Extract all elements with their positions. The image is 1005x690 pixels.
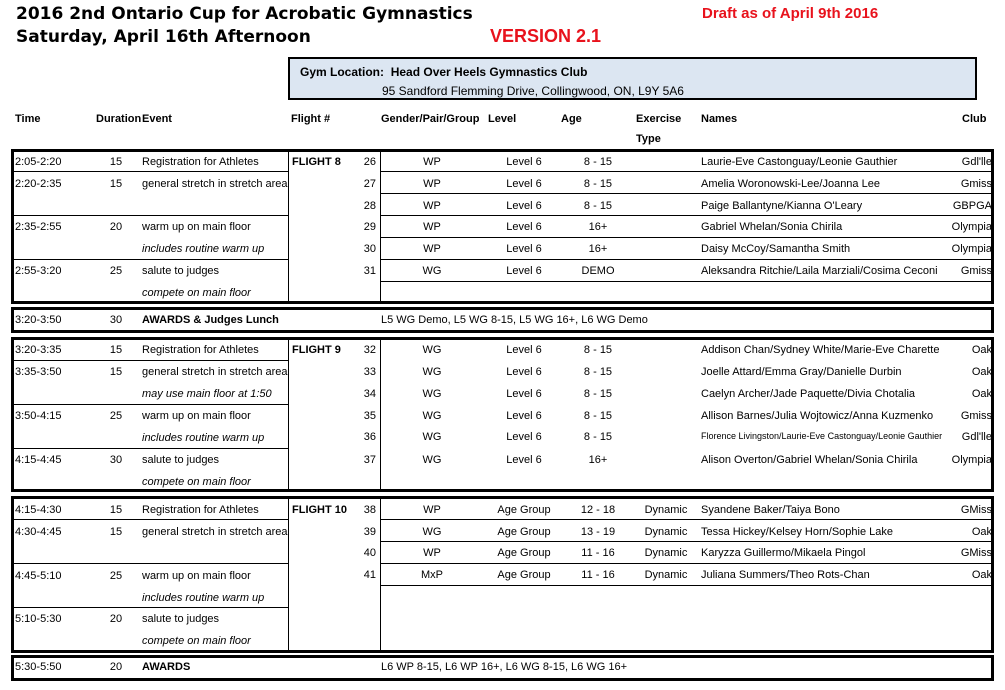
entry-gender: WG xyxy=(422,388,442,400)
entry-number: 41 xyxy=(363,569,376,581)
entry-gender: WG xyxy=(422,344,442,356)
entry-level: Age Group xyxy=(497,526,551,538)
schedule-event: salute to judges xyxy=(142,613,220,625)
break-awards-list: L5 WG Demo, L5 WG 8-15, L5 WG 16+, L6 WG Demo xyxy=(381,314,648,326)
entry-club: Gmiss xyxy=(960,410,992,422)
schedule-time: 4:45-5:10 xyxy=(15,570,62,582)
entry-age: DEMO xyxy=(581,265,615,277)
schedule-time: 5:10-5:30 xyxy=(15,613,62,625)
schedule-event: general stretch in stretch area xyxy=(142,366,288,378)
entry-exercise-type: Dynamic xyxy=(644,569,688,581)
entry-names: Caelyn Archer/Jade Paquette/Divia Chotalia xyxy=(701,388,916,400)
gym-location-box xyxy=(288,57,977,100)
col-level: Level xyxy=(488,113,517,125)
entry-age: 16+ xyxy=(588,454,608,466)
entry-gender: WP xyxy=(423,547,441,559)
schedule-time: 4:15-4:45 xyxy=(15,454,62,466)
schedule-duration: 25 xyxy=(109,570,123,582)
schedule-event: Registration for Athletes xyxy=(142,504,259,516)
gym-label: Gym Location: xyxy=(300,65,385,79)
entry-gender: WG xyxy=(422,526,442,538)
schedule-duration: 30 xyxy=(109,454,123,466)
schedule-duration: 25 xyxy=(109,265,123,277)
entry-level: Level 6 xyxy=(506,431,542,443)
schedule-duration: 15 xyxy=(109,504,123,516)
entry-exercise-type: Dynamic xyxy=(644,504,688,516)
entry-gender: WG xyxy=(422,265,442,277)
schedule-time: 2:05-2:20 xyxy=(15,156,62,168)
gym-address: 95 Sandford Flemming Drive, Collingwood, ON, L9Y 5A6 xyxy=(382,84,684,98)
entry-age: 8 - 15 xyxy=(583,344,613,356)
entry-club: Gdl'lle xyxy=(961,156,992,168)
entry-names: Florence Livingston/Laurie-Eve Castonguay/Leonie Gauthier xyxy=(701,431,943,441)
schedule-event-note: includes routine warm up xyxy=(142,592,265,604)
entry-age: 13 - 19 xyxy=(580,526,616,538)
entry-number: 39 xyxy=(363,526,376,538)
entry-names: Addison Chan/Sydney White/Marie-Eve Charette xyxy=(701,344,940,356)
schedule-event: warm up on main floor xyxy=(142,410,251,422)
schedule-event: warm up on main floor xyxy=(142,221,251,233)
entry-club: GMiss xyxy=(960,547,992,559)
schedule-duration: 20 xyxy=(109,613,123,625)
entry-level: Level 6 xyxy=(506,388,542,400)
entry-level: Level 6 xyxy=(506,156,542,168)
entry-names: Gabriel Whelan/Sonia Chirila xyxy=(701,221,843,233)
entry-level: Level 6 xyxy=(506,366,542,378)
schedule-event: general stretch in stretch area xyxy=(142,526,288,538)
schedule-duration: 15 xyxy=(109,366,123,378)
schedule-time: 2:20-2:35 xyxy=(15,178,62,190)
col-gender: Gender/Pair/Group xyxy=(381,113,480,125)
schedule-time: 3:35-3:50 xyxy=(15,366,62,378)
entry-number: 31 xyxy=(363,265,376,277)
entry-gender: WP xyxy=(423,221,441,233)
entry-number: 36 xyxy=(363,431,376,443)
break-duration: 20 xyxy=(109,661,123,673)
entry-age: 8 - 15 xyxy=(583,200,613,212)
entry-gender: WP xyxy=(423,243,441,255)
entry-club: Gmiss xyxy=(960,265,992,277)
draft-date: Draft as of April 9th 2016 xyxy=(702,5,879,22)
entry-number: 26 xyxy=(363,156,376,168)
entry-gender: WG xyxy=(422,366,442,378)
col-event: Event xyxy=(142,113,172,125)
entry-club: Oak xyxy=(971,366,992,378)
entry-number: 35 xyxy=(363,410,376,422)
entry-names: Aleksandra Ritchie/Laila Marziali/Cosima Ceconi xyxy=(701,265,938,277)
break-event: AWARDS & Judges Lunch xyxy=(142,314,279,326)
schedule-time: 3:50-4:15 xyxy=(15,410,62,422)
entry-number: 27 xyxy=(363,178,376,190)
entry-names: Daisy McCoy/Samantha Smith xyxy=(701,243,851,255)
entry-names: Alison Overton/Gabriel Whelan/Sonia Chirila xyxy=(701,454,918,466)
version-label: VERSION 2.1 xyxy=(490,26,602,46)
entry-exercise-type: Dynamic xyxy=(644,547,688,559)
col-age: Age xyxy=(561,113,582,125)
schedule-event-note: includes routine warm up xyxy=(142,243,265,255)
entry-level: Level 6 xyxy=(506,454,542,466)
schedule-time: 3:20-3:35 xyxy=(15,344,62,356)
entry-club: Olympia xyxy=(951,454,992,466)
schedule-time: 2:35-2:55 xyxy=(15,221,62,233)
schedule-event-note: compete on main floor xyxy=(142,635,251,647)
entry-number: 33 xyxy=(363,366,376,378)
entry-number: 34 xyxy=(363,388,376,400)
entry-age: 16+ xyxy=(588,243,608,255)
entry-level: Age Group xyxy=(497,547,551,559)
entry-age: 8 - 15 xyxy=(583,366,613,378)
entry-gender: WP xyxy=(423,156,441,168)
schedule-time: 4:30-4:45 xyxy=(15,526,62,538)
entry-level: Level 6 xyxy=(506,344,542,356)
entry-club: Oak xyxy=(971,388,992,400)
schedule-duration: 25 xyxy=(109,410,123,422)
entry-gender: WG xyxy=(422,431,442,443)
entry-club: GMiss xyxy=(960,504,992,516)
schedule-duration: 15 xyxy=(109,526,123,538)
schedule-event: salute to judges xyxy=(142,265,220,277)
entry-names: Juliana Summers/Theo Rots-Chan xyxy=(701,569,870,581)
page-title: 2016 2nd Ontario Cup for Acrobatic Gymnastics xyxy=(16,4,473,24)
schedule-event: Registration for Athletes xyxy=(142,344,259,356)
schedule-event: salute to judges xyxy=(142,454,220,466)
entry-names: Syandene Baker/Taiya Bono xyxy=(701,504,840,516)
schedule-event: Registration for Athletes xyxy=(142,156,259,168)
entry-number: 30 xyxy=(363,243,376,255)
entry-club: Oak xyxy=(971,526,992,538)
entry-gender: MxP xyxy=(421,569,443,581)
entry-exercise-type: Dynamic xyxy=(644,526,688,538)
schedule-event-note: may use main floor at 1:50 xyxy=(142,388,272,400)
col-names: Names xyxy=(701,113,738,125)
entry-age: 8 - 15 xyxy=(583,178,613,190)
entry-level: Age Group xyxy=(497,569,551,581)
entry-age: 12 - 18 xyxy=(580,504,616,516)
schedule-event-note: compete on main floor xyxy=(142,287,251,299)
flight-8-label: FLIGHT 8 xyxy=(292,156,341,168)
entry-age: 8 - 15 xyxy=(583,410,613,422)
entry-level: Level 6 xyxy=(506,178,542,190)
entry-names: Amelia Woronowski-Lee/Joanna Lee xyxy=(701,178,880,190)
entry-club: Gmiss xyxy=(960,178,992,190)
col-flight: Flight # xyxy=(291,113,331,125)
schedule-event-note: includes routine warm up xyxy=(142,432,265,444)
col-exercise-type: Type xyxy=(636,133,661,145)
entry-age: 8 - 15 xyxy=(583,431,613,443)
entry-gender: WG xyxy=(422,454,442,466)
schedule-time: 2:55-3:20 xyxy=(15,265,62,277)
entry-number: 37 xyxy=(363,454,376,466)
entry-age: 16+ xyxy=(588,221,608,233)
entry-names: Tessa Hickey/Kelsey Horn/Sophie Lake xyxy=(701,526,893,538)
schedule-event: warm up on main floor xyxy=(142,570,251,582)
flight-10-label: FLIGHT 10 xyxy=(292,504,348,516)
page-subtitle: Saturday, April 16th Afternoon xyxy=(16,27,311,47)
entry-number: 40 xyxy=(363,547,376,559)
entry-age: 11 - 16 xyxy=(581,569,615,581)
schedule-duration: 15 xyxy=(109,178,123,190)
entry-gender: WP xyxy=(423,200,441,212)
schedule-duration: 20 xyxy=(109,221,123,233)
schedule-duration: 15 xyxy=(109,344,123,356)
entry-age: 8 - 15 xyxy=(583,156,613,168)
entry-level: Level 6 xyxy=(506,265,542,277)
entry-number: 28 xyxy=(363,200,376,212)
entry-gender: WP xyxy=(423,178,441,190)
break-time: 3:20-3:50 xyxy=(15,314,62,326)
entry-names: Laurie-Eve Castonguay/Leonie Gauthier xyxy=(701,156,898,168)
entry-level: Age Group xyxy=(497,504,551,516)
flight-9-label: FLIGHT 9 xyxy=(292,344,341,356)
break-awards-list: L6 WP 8-15, L6 WP 16+, L6 WG 8-15, L6 WG 16+ xyxy=(381,661,627,673)
entry-gender: WG xyxy=(422,410,442,422)
entry-number: 38 xyxy=(363,504,376,516)
entry-level: Level 6 xyxy=(506,410,542,422)
entry-club: Olympia xyxy=(951,221,992,233)
entry-level: Level 6 xyxy=(506,200,542,212)
entry-names: Karyzza Guillermo/Mikaela Pingol xyxy=(701,547,866,559)
entry-level: Level 6 xyxy=(506,221,542,233)
entry-age: 11 - 16 xyxy=(581,547,615,559)
entry-number: 29 xyxy=(363,221,376,233)
entry-club: Oak xyxy=(971,569,992,581)
entry-age: 8 - 15 xyxy=(583,388,613,400)
entry-club: Gdl'lle xyxy=(961,431,992,443)
break-event: AWARDS xyxy=(142,661,191,673)
schedule-duration: 15 xyxy=(109,156,123,168)
entry-names: Allison Barnes/Julia Wojtowicz/Anna Kuzmenko xyxy=(701,410,934,422)
entry-level: Level 6 xyxy=(506,243,542,255)
gym-name: Head Over Heels Gymnastics Club xyxy=(390,65,588,79)
col-time: Time xyxy=(15,113,41,125)
entry-names: Paige Ballantyne/Kianna O'Leary xyxy=(701,200,863,212)
col-club: Club xyxy=(962,113,987,125)
schedule-event-note: compete on main floor xyxy=(142,476,251,488)
col-exercise: Exercise xyxy=(636,113,682,125)
entry-gender: WP xyxy=(423,504,441,516)
entry-names: Joelle Attard/Emma Gray/Danielle Durbin xyxy=(701,366,902,378)
entry-club: GBPGA xyxy=(952,200,992,212)
break-duration: 30 xyxy=(109,314,123,326)
entry-club: Oak xyxy=(971,344,992,356)
entry-number: 32 xyxy=(363,344,376,356)
entry-club: Olympia xyxy=(951,243,992,255)
break-time: 5:30-5:50 xyxy=(15,661,62,673)
col-duration: Duration xyxy=(96,113,142,125)
schedule-time: 4:15-4:30 xyxy=(15,504,62,516)
schedule-event: general stretch in stretch area xyxy=(142,178,288,190)
